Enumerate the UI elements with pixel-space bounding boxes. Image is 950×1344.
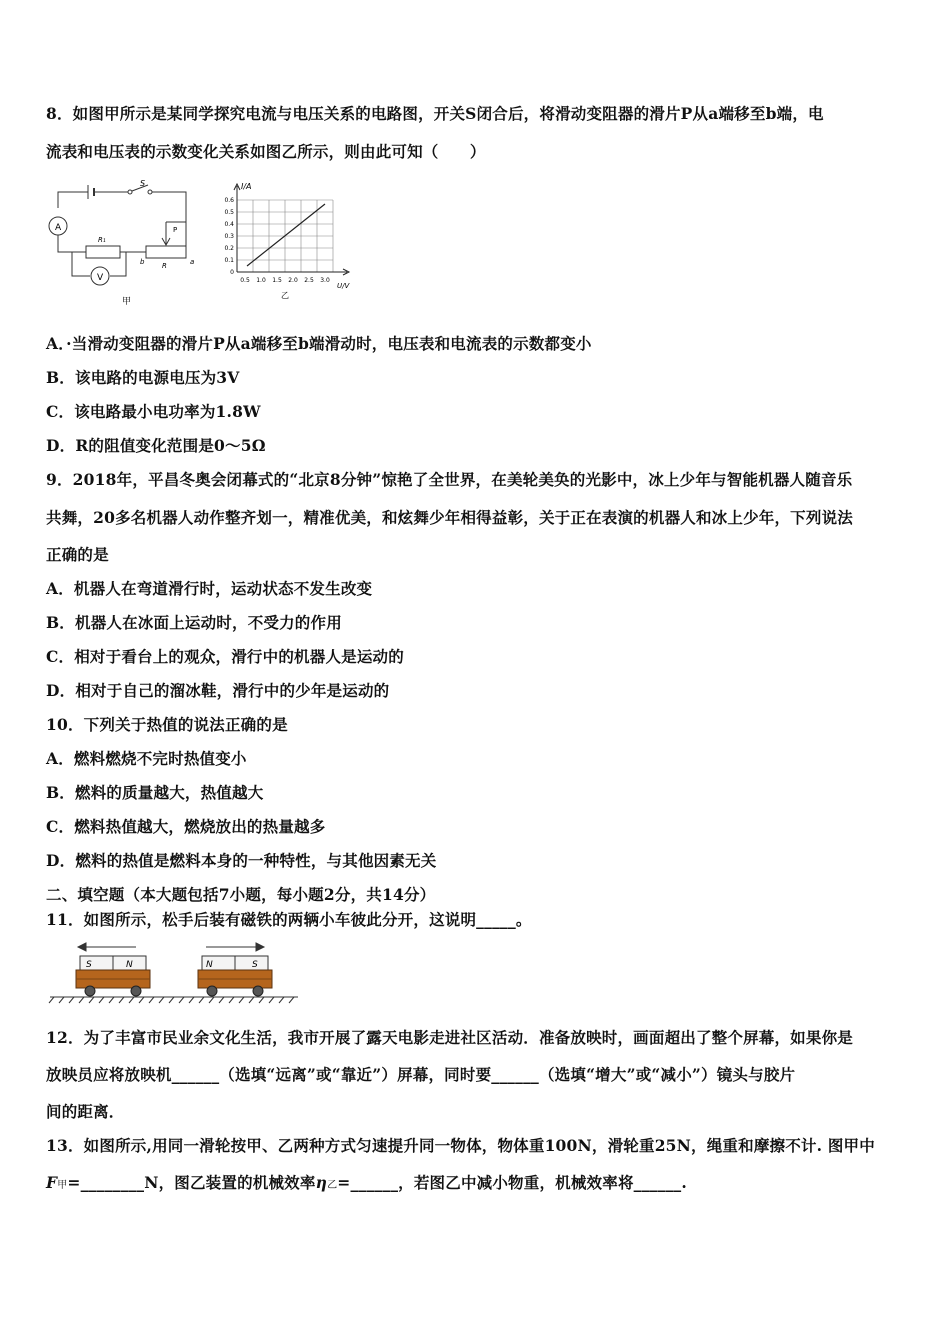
ytick: 0.4 bbox=[224, 221, 234, 228]
q9-option-b: B．机器人在冰面上运动时，不受力的作用 bbox=[46, 613, 342, 632]
graph-caption: 乙 bbox=[281, 291, 289, 300]
force-subscript: 甲 bbox=[57, 1180, 68, 1191]
q13-stem-line2 bbox=[46, 1171, 687, 1193]
q8-stem-line1: 8．如图甲所示是某同学探究电流与电压关系的电路图，开关S闭合后，将滑动变阻器的滑片P从a端移至b端，电 bbox=[46, 104, 824, 123]
q9-stem-line1: 9．2018年，平昌冬奥会闭幕式的“北京8分钟”惊艳了全世界，在美轮美奂的光影中，冰上少年与智能机器人随音乐 bbox=[46, 470, 853, 489]
xtick: 2.0 bbox=[288, 277, 298, 284]
q10-option-b: B．燃料的质量越大，热值越大 bbox=[46, 783, 264, 802]
ytick: 0.2 bbox=[224, 245, 234, 252]
xtick: 2.5 bbox=[304, 277, 314, 284]
q8-option-a: A．·当滑动变阻器的滑片P从a端移至b端滑动时，电压表和电流表的示数都变小 bbox=[46, 334, 592, 353]
left-cart-pole-1: S bbox=[86, 960, 92, 970]
slider-label: P bbox=[173, 226, 178, 234]
ytick: 0.5 bbox=[224, 209, 234, 216]
q13-blank-segment-2: =______，若图乙中减小物重，机械效率将______. bbox=[337, 1173, 687, 1192]
q13-blank-segment-1: =________N，图乙装置的机械效率 bbox=[67, 1173, 316, 1192]
voltmeter-label: V bbox=[97, 273, 104, 283]
q9-stem-line2: 共舞，20多名机器人动作整齐划一，精准优美，和炫舞少年相得益彰，关于正在表演的机器人和冰上少年，下列说法 bbox=[46, 508, 853, 527]
graph-xlabel: U/V bbox=[337, 282, 350, 290]
q9-option-d: D．相对于自己的溜冰鞋，滑行中的少年是运动的 bbox=[46, 681, 390, 700]
force-symbol: F bbox=[46, 1173, 58, 1192]
q11-carts-figure bbox=[46, 938, 301, 1008]
ytick: 0.3 bbox=[224, 233, 234, 240]
q11-stem: 11．如图所示，松手后装有磁铁的两辆小车彼此分开，这说明_____。 bbox=[46, 910, 532, 929]
q10-option-d: D．燃料的热值是燃料本身的一种特性，与其他因素无关 bbox=[46, 851, 437, 870]
r-label: R bbox=[162, 262, 167, 270]
q8-stem-line2: 流表和电压表的示数变化关系如图乙所示，则由此可知（ ） bbox=[46, 142, 486, 161]
r1-label: R₁ bbox=[98, 236, 106, 244]
q8-iu-graph bbox=[213, 180, 363, 310]
q9-stem-line3: 正确的是 bbox=[46, 545, 109, 564]
q12-stem-line1: 12．为了丰富市民业余文化生活，我市开展了露天电影走进社区活动．准备放映时，画面超出了整个屏幕，如果你是 bbox=[46, 1028, 853, 1047]
xtick: 1.5 bbox=[272, 277, 282, 284]
left-cart bbox=[76, 956, 150, 996]
q12-stem-line3: 间的距离． bbox=[46, 1102, 125, 1121]
right-cart-pole-2: S bbox=[252, 960, 258, 970]
xtick: 0.5 bbox=[240, 277, 250, 284]
ammeter-label: A bbox=[55, 223, 62, 233]
q10-stem: 10．下列关于热值的说法正确的是 bbox=[46, 715, 288, 734]
q8-option-b: B．该电路的电源电压为3V bbox=[46, 368, 240, 387]
q12-stem-line2: 放映员应将放映机______（选填“远离”或“靠近”）屏幕，同时要______（选填“增大”或“减小”）镜头与胶片 bbox=[46, 1065, 796, 1084]
switch-label: S bbox=[140, 180, 146, 188]
efficiency-symbol: η bbox=[315, 1173, 328, 1192]
q8-option-d: D．R的阻值变化范围是0～5Ω bbox=[46, 436, 266, 455]
end-b-label: b bbox=[140, 258, 145, 266]
ytick: 0 bbox=[230, 269, 234, 276]
q10-option-c: C．燃料热值越大，燃烧放出的热量越多 bbox=[46, 817, 326, 836]
ytick: 0.6 bbox=[224, 197, 234, 204]
right-cart-pole-1: N bbox=[206, 960, 213, 970]
q13-stem-line1: 13．如图所示,用同一滑轮按甲、乙两种方式匀速提升同一物体，物体重100N，滑轮重25N，绳重和摩擦不计. 图甲中 bbox=[46, 1136, 875, 1155]
efficiency-subscript: 乙 bbox=[327, 1180, 338, 1191]
section-heading: 二、填空题（本大题包括7小题，每小题2分，共14分） bbox=[46, 885, 436, 904]
q8-option-c: C．该电路最小电功率为1.8W bbox=[46, 402, 261, 421]
q10-option-a: A．燃料燃烧不完时热值变小 bbox=[46, 749, 247, 768]
end-a-label: a bbox=[190, 258, 195, 266]
graph-ylabel: I/A bbox=[241, 182, 252, 191]
xtick: 3.0 bbox=[320, 277, 330, 284]
left-cart-pole-2: N bbox=[126, 960, 133, 970]
right-cart bbox=[198, 956, 272, 996]
xtick: 1.0 bbox=[256, 277, 266, 284]
q9-option-c: C．相对于看台上的观众，滑行中的机器人是运动的 bbox=[46, 647, 404, 666]
q9-option-a: A．机器人在弯道滑行时，运动状态不发生改变 bbox=[46, 579, 373, 598]
q8-circuit-diagram bbox=[46, 180, 206, 310]
ytick: 0.1 bbox=[224, 257, 234, 264]
circuit-caption: 甲 bbox=[122, 297, 132, 307]
